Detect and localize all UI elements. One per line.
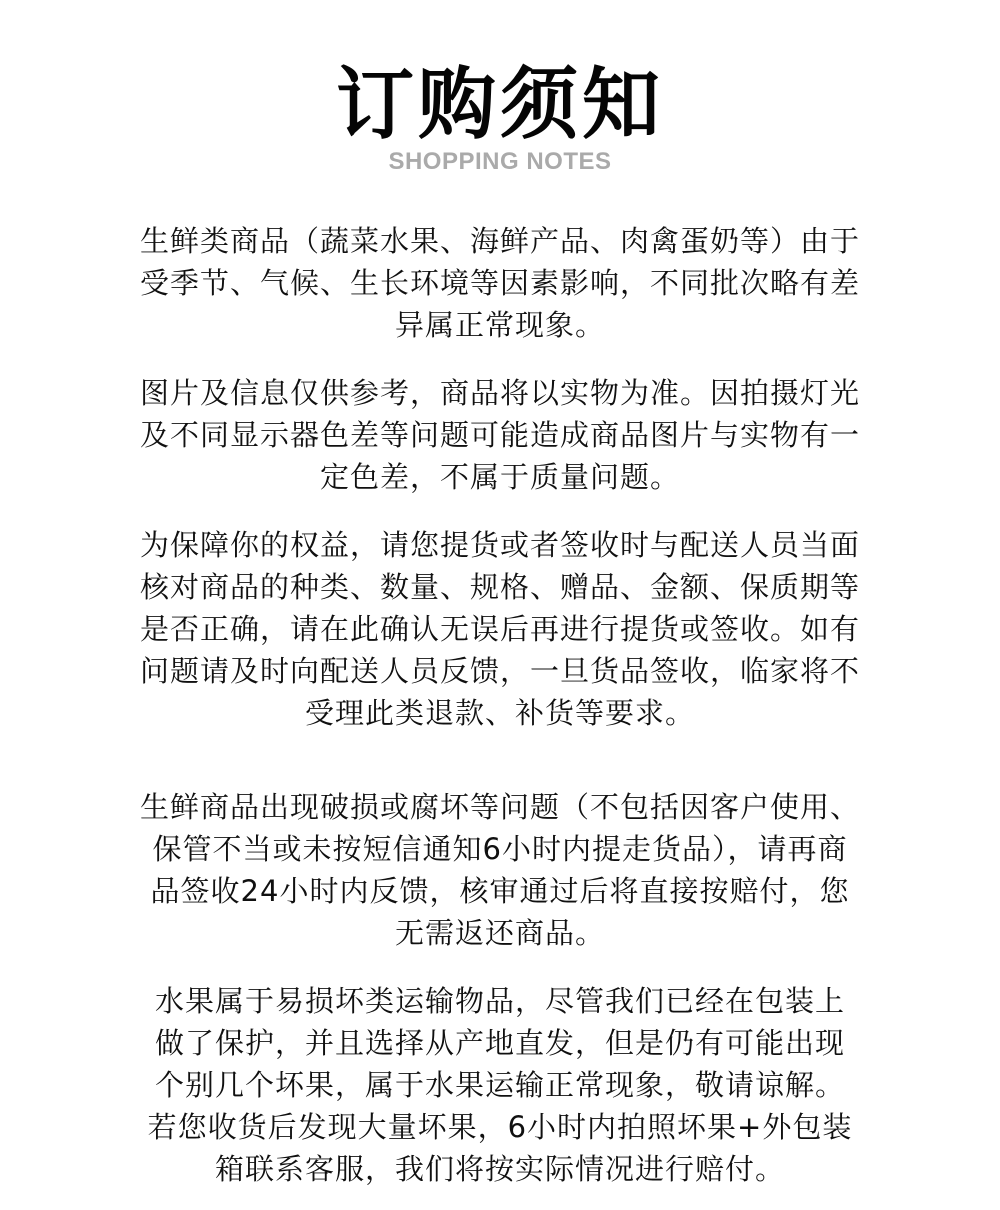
paragraph-line: 是否正确，请在此确认无误后再进行提货或签收。如有 xyxy=(139,612,860,646)
paragraph-line: 为保障你的权益，请您提货或者签收时与配送人员当面 xyxy=(139,528,860,562)
page-subtitle: SHOPPING NOTES xyxy=(388,148,612,175)
paragraph-line: 水果属于易损坏类运输物品，尽管我们已经在包装上 xyxy=(154,984,845,1018)
paragraph-line: 个别几个坏果，属于水果运输正常现象，敬请谅解。 xyxy=(154,1068,845,1102)
paragraph-line: 箱联系客服，我们将按实际情况进行赔付。 xyxy=(214,1152,785,1186)
paragraph-line: 问题请及时向配送人员反馈，一旦货品签收，临家将不 xyxy=(139,654,860,688)
page-header xyxy=(0,62,1000,176)
paragraph-line: 无需返还商品。 xyxy=(394,916,605,950)
paragraph-line: 定色差，不属于质量问题。 xyxy=(319,460,680,494)
paragraph-line: 品签收24小时内反馈，核审通过后将直接按赔付，您 xyxy=(150,874,850,908)
note-paragraph-fruit-damage xyxy=(95,980,905,1190)
paragraph-line: 图片及信息仅供参考，商品将以实物为准。因拍摄灯光 xyxy=(139,376,860,410)
paragraph-line: 做了保护，并且选择从产地直发，但是仍有可能出现 xyxy=(154,1026,845,1060)
note-paragraph-image-disclaimer xyxy=(95,372,905,498)
page-title: 订购须知 xyxy=(335,60,664,150)
paragraph-line: 生鲜商品出现破损或腐坏等问题（不包括因客户使用、 xyxy=(139,790,860,824)
paragraph-line: 受理此类退款、补货等要求。 xyxy=(304,696,695,730)
note-paragraph-damage-claim xyxy=(95,786,905,954)
paragraph-line: 受季节、气候、生长环境等因素影响，不同批次略有差 xyxy=(139,266,860,300)
paragraph-line: 生鲜类商品（蔬菜水果、海鲜产品、肉禽蛋奶等）由于 xyxy=(139,224,860,258)
paragraph-line: 保管不当或未按短信通知6小时内提走货品），请再商 xyxy=(152,832,848,866)
note-paragraph-delivery-check xyxy=(95,524,905,734)
paragraph-line: 异属正常现象。 xyxy=(394,308,605,342)
note-paragraph-quality-variation xyxy=(95,220,905,346)
paragraph-line: 若您收货后发现大量坏果，6小时内拍照坏果+外包装 xyxy=(147,1110,853,1144)
paragraph-line: 核对商品的种类、数量、规格、赠品、金额、保质期等 xyxy=(139,570,860,604)
notes-content xyxy=(95,220,905,1190)
paragraph-line: 及不同显示器色差等问题可能造成商品图片与实物有一 xyxy=(139,418,860,452)
